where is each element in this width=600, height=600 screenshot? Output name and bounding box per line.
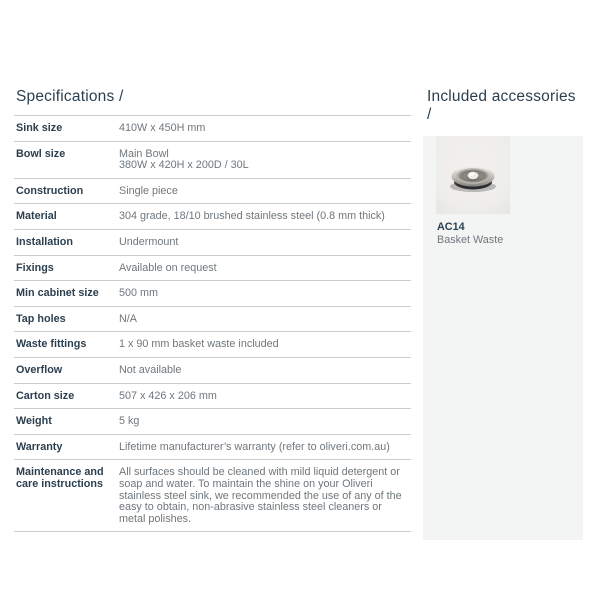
spec-row-label: Installation bbox=[16, 235, 73, 248]
spec-value-line: 304 grade, 18/10 brushed stainless steel (0.8 mm thick) bbox=[119, 210, 385, 223]
spec-row bbox=[14, 306, 411, 332]
spec-row-value bbox=[119, 391, 411, 403]
spec-row-label: Carton size bbox=[16, 389, 75, 402]
spec-row-value bbox=[119, 149, 411, 172]
included-accessories-section bbox=[423, 88, 583, 540]
spec-row bbox=[14, 115, 411, 141]
spec-row bbox=[14, 408, 411, 434]
spec-row bbox=[14, 434, 411, 460]
spec-value-line: Main Bowl bbox=[119, 147, 169, 160]
spec-row-label: Construction bbox=[16, 184, 84, 197]
spec-row-value bbox=[119, 314, 411, 326]
spec-row-label: Min cabinet size bbox=[16, 287, 99, 300]
spec-row-label: Warranty bbox=[16, 440, 63, 453]
accessories-panel bbox=[423, 136, 583, 540]
spec-row-label: Sink size bbox=[16, 122, 63, 134]
spec-row bbox=[14, 280, 411, 306]
spec-row-value bbox=[119, 263, 411, 275]
spec-row-value bbox=[119, 288, 411, 300]
spec-row bbox=[14, 178, 411, 204]
specifications-section bbox=[14, 88, 411, 532]
spec-value-line: Lifetime manufacturer’s warranty (refer to oliveri.com.au) bbox=[119, 440, 390, 453]
spec-row bbox=[14, 357, 411, 383]
spec-row-label: Waste fittings bbox=[16, 338, 87, 351]
spec-value-line: 380W x 420H x 200D / 30L bbox=[119, 159, 249, 172]
spec-row-label: Material bbox=[16, 210, 57, 223]
spec-row-value bbox=[119, 442, 411, 454]
spec-value-line: 5 kg bbox=[119, 415, 140, 428]
spec-row-value bbox=[119, 211, 411, 223]
spec-row bbox=[14, 459, 411, 532]
spec-row-label: Overflow bbox=[16, 363, 63, 376]
basket-waste-photo bbox=[436, 136, 510, 214]
spec-row-label: Weight bbox=[16, 415, 52, 428]
spec-row-value bbox=[119, 237, 411, 249]
accessory-code: AC14 bbox=[437, 221, 465, 233]
spec-value-line: 1 x 90 mm basket waste included bbox=[119, 338, 279, 351]
spec-row bbox=[14, 203, 411, 229]
spec-row-value bbox=[119, 416, 411, 428]
spec-row-label: Bowl size bbox=[16, 147, 66, 160]
spec-row bbox=[14, 331, 411, 357]
spec-value-line: 500 mm bbox=[119, 287, 159, 300]
spec-value-line: Not available bbox=[119, 363, 182, 376]
spec-row-value bbox=[119, 186, 411, 198]
spec-value-line: Undermount bbox=[119, 235, 179, 248]
spec-value-line: Single piece bbox=[119, 184, 178, 197]
spec-row-value bbox=[119, 123, 411, 135]
spec-value-line: 410W x 450H mm bbox=[119, 122, 206, 134]
spec-table bbox=[14, 115, 411, 532]
spec-row-label: Fixings bbox=[16, 261, 54, 274]
spec-row-value bbox=[119, 339, 411, 351]
spec-value-line: N/A bbox=[119, 312, 137, 325]
spec-row-label: Tap holes bbox=[16, 312, 66, 325]
spec-row bbox=[14, 383, 411, 409]
spec-value-line: All surfaces should be cleaned with mild liquid detergent or soap and water. To maintain the shine on your Oliveri stainless steel sink, we recommended the use of any of the easy to obtain, non-abrasive stainless steel cleaners or metal polishes. bbox=[119, 466, 402, 525]
spec-row-value bbox=[119, 365, 411, 377]
spec-row-label: Maintenance and care instructions bbox=[16, 466, 104, 490]
included-accessories-title: Included accessories / bbox=[427, 88, 576, 123]
spec-row-value bbox=[119, 467, 411, 525]
accessory-image bbox=[436, 136, 510, 214]
spec-row bbox=[14, 255, 411, 281]
accessory-name: Basket Waste bbox=[437, 234, 504, 246]
spec-row bbox=[14, 229, 411, 255]
specifications-title: Specifications / bbox=[16, 88, 124, 105]
spec-value-line: Available on request bbox=[119, 261, 217, 274]
spec-value-line: 507 x 426 x 206 mm bbox=[119, 389, 217, 402]
spec-row bbox=[14, 141, 411, 178]
